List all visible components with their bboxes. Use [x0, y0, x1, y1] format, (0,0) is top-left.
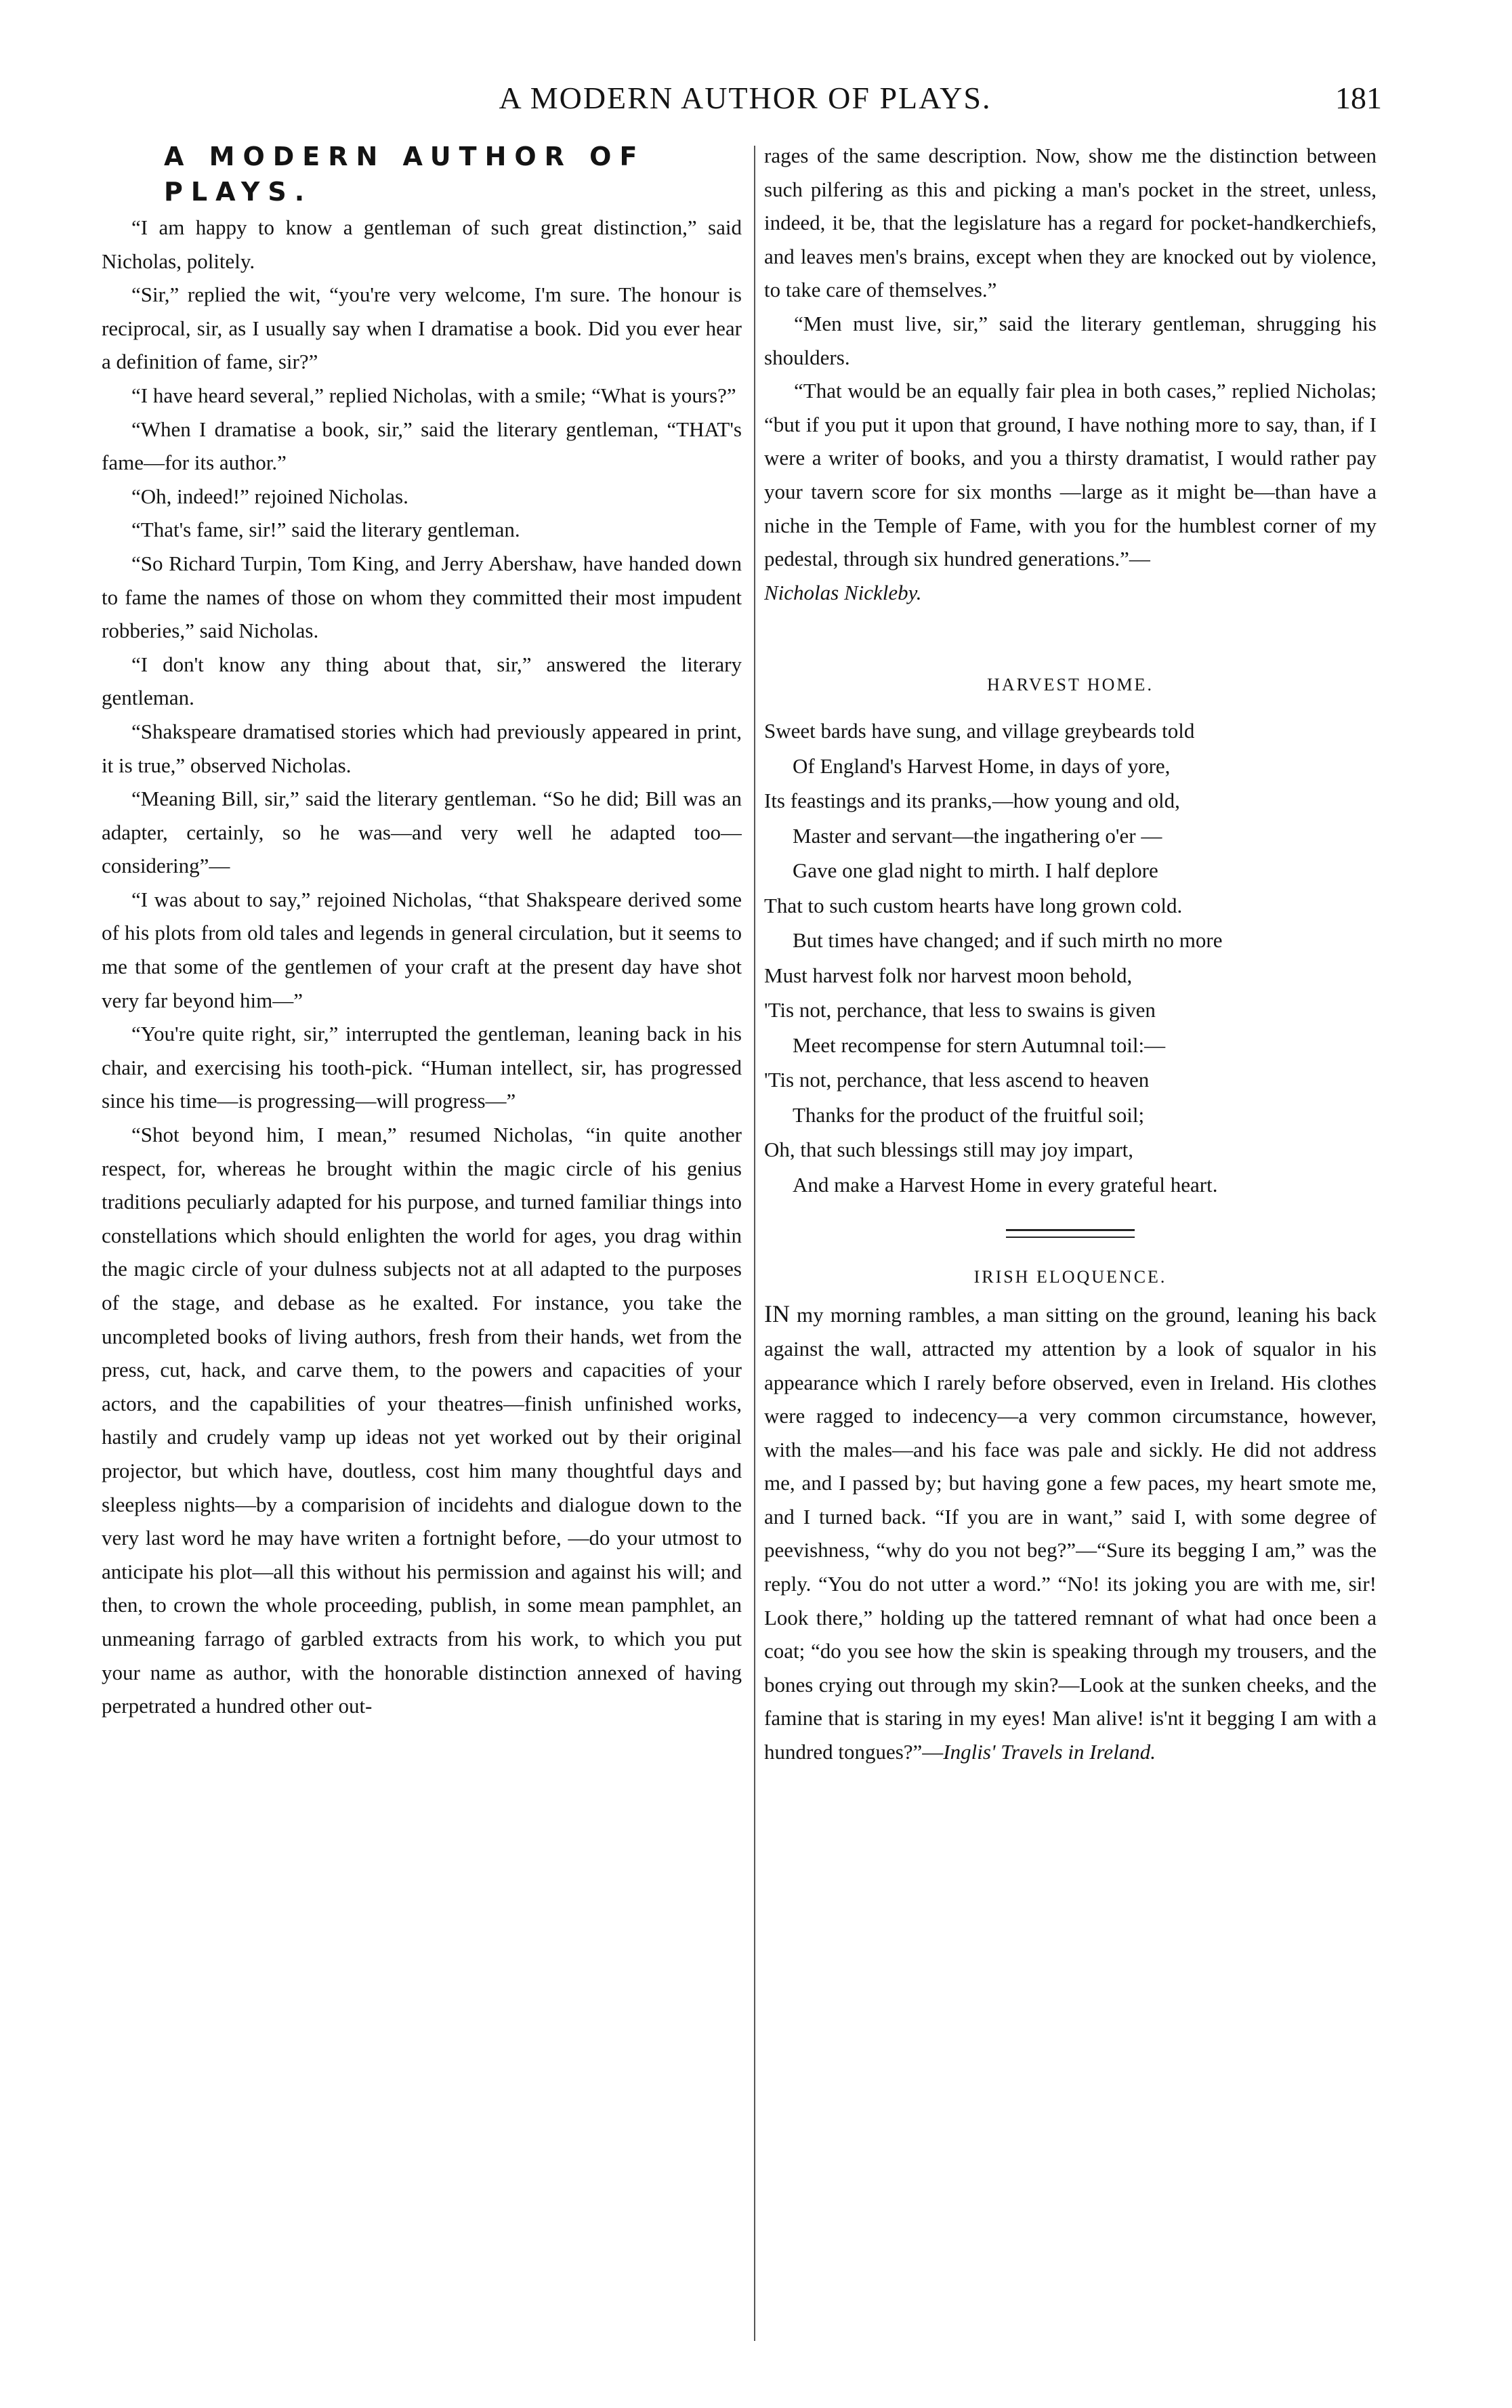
running-head [102, 73, 1389, 127]
paragraph: “Men must live, sir,” said the literary gentleman, shrugging his shoulders. [764, 311, 1377, 369]
source-citation: Nicholas Nickleby. [764, 580, 922, 604]
poem-line: Must harvest folk nor harvest moon behold, [764, 963, 1133, 987]
paragraph: “I was about to say,” rejoined Nicholas, “that Shakspeare derived some of his plots from old tales and legends in general circulation, but it seems to me that some of the gentlemen of your craft at the present day have shot very far beyond him—” [102, 887, 742, 1012]
paragraph: “Meaning Bill, sir,” said the literary gentleman. “So he did; Bill was an adapter, certainly, so he was—and very well he adapted too—considering”— [102, 787, 742, 878]
poem-line: Its feastings and its pranks,—how young and old, [764, 789, 1180, 813]
poem-heading: HARVEST HOME. [987, 675, 1154, 695]
paragraph-continued: rages of the same description. Now, show me the distinction between such pilfering as this and picking a man's pocket in the street, unless, indeed, it be, that the legislature has a regard for pocket-handkerchiefs, and leaves men's brains, except when they are knocked out by violence, to take care of themselves.” [764, 144, 1377, 302]
right-column [764, 139, 1377, 2375]
paragraph: “I am happy to know a gentleman of such great distinction,” said Nicholas, politely. [102, 215, 742, 273]
paragraph-text: my morning rambles, a man sitting on the ground, leaning his back against the wall, attracted my attention by a look of squalor in his appearance which I rarely before observed, even in Ireland. His clothes were ragged to indecency—a very common circumstance, however, with the males—and his face was pale and sickly. He did not address me, and I passed by; but having gone a few paces, my heart smote me, and I turned back. “If you are in want,” said I, with some degree of peevishness, “why do you not beg?”—“Sure its begging I am,” was the reply. “You do not utter a word.” “No! its joking you are with me, sir! Look there,” holding up the tattered remnant of what had once been a coat; “do you see how the skin is speaking through my trousers, and the bones crying out through my skin?—Look at the sunken cheeks, and the famine that is staring in my eyes! Man alive! is'nt it begging I am with a hundred tongues?”— [764, 1303, 1377, 1764]
running-title: A MODERN AUTHOR OF PLAYS. [499, 81, 992, 115]
poem-line: Of England's Harvest Home, in days of yore, [793, 753, 1171, 778]
paragraph: “I don't know any thing about that, sir,” answered the literary gentleman. [102, 652, 742, 710]
poem-line: Oh, that such blessings still may joy impart, [764, 1138, 1134, 1162]
paragraph: “Sir,” replied the wit, “you're very welcome, I'm sure. The honour is reciprocal, sir, as I usually say when I dramatise a book. Did you ever hear a definition of fame, sir?” [102, 283, 742, 374]
poem [764, 713, 1377, 1202]
paragraph: “I have heard several,” replied Nicholas, with a smile; “What is yours?” [131, 383, 736, 407]
paragraph: “That's fame, sir!” said the literary gentleman. [131, 518, 520, 542]
poem-line: Meet recompense for stern Autumnal toil:— [793, 1033, 1166, 1057]
page-number: 181 [1335, 81, 1382, 115]
source-citation: Inglis' Travels in Ireland. [943, 1740, 1156, 1764]
poem-line: Thanks for the product of the fruitful soil; [793, 1102, 1145, 1127]
paragraph: “You're quite right, sir,” interrupted the gentleman, leaning back in his chair, and exercising his tooth-pick. “Human intellect, sir, has progressed since his time—is progressing—will progress—” [102, 1022, 742, 1113]
initial-letters: IN [764, 1300, 790, 1328]
poem-line: Master and servant—the ingathering o'er — [793, 823, 1162, 848]
poem-line: Sweet bards have sung, and village greybeards told [764, 719, 1195, 743]
paragraph: “That would be an equally fair plea in both cases,” replied Nicholas; “but if you put it upon that ground, I have nothing more to say, than, if I were a writer of books, and you a thirsty dramatist, I would rather pay your tavern score for six months —large as it might be—than have a niche in the Temple of Fame, with you for the humblest corner of my pedestal, through six hundred generations.”— [764, 379, 1377, 571]
poem-line: And make a Harvest Home in every grateful heart. [793, 1172, 1218, 1197]
poem-line: 'Tis not, perchance, that less to swains is given [764, 998, 1156, 1022]
paragraph: “Shot beyond him, I mean,” resumed Nicholas, “in quite another respect, for, whereas he brought within the magic circle of his genius traditions peculiarly adapted for his purpose, and turned familiar things into constellations which should enlighten the world for ages, you drag within the magic circle of your dulness subjects not at all adapted to the purposes of the stage, and debase as he exalted. For instance, you take the uncompleted books of living authors, fresh from their hands, wet from the press, cut, hack, and carve them, to the powers and capacities of your actors, and the capabilities of your theatres—finish unfinished works, hastily and crudely vamp up ideas not yet worked out by their original projector, but which have, doutless, cost him many thoughtful days and sleepless nights—by a comparision of incidehts and dialogue down to the very last word he may have writen a fortnight before, —do your utmost to anticipate his plot—all this without his permission and against his will; and then, to crown the whole proceeding, publish, in some mean pamphlet, an unmeaning farrago of garbled extracts from his work, to which you put your name as author, with the honorable distinction annexed of having perpetrated a hundred other out- [102, 1123, 742, 1718]
article-heading: A MODERN AUTHOR OF PLAYS. [164, 142, 646, 207]
poem-line: But times have changed; and if such mirth no more [793, 928, 1223, 953]
column-divider [754, 146, 755, 2341]
poem-line: That to such custom hearts have long grown cold. [764, 893, 1183, 917]
left-column [102, 139, 742, 2344]
article-heading: IRISH ELOQUENCE. [973, 1267, 1167, 1287]
paragraph: “Oh, indeed!” rejoined Nicholas. [131, 484, 408, 508]
paragraph: “So Richard Turpin, Tom King, and Jerry Abershaw, have handed down to fame the names of those on whom they committed their most impudent robberies,” said Nicholas. [102, 551, 742, 643]
paragraph: “Shakspeare dramatised stories which had previously appeared in print, it is true,” observed Nicholas. [102, 719, 742, 777]
section-divider [1006, 1229, 1135, 1238]
poem-line: Gave one glad night to mirth. I half deplore [793, 858, 1158, 883]
poem-line: 'Tis not, perchance, that less ascend to heaven [764, 1068, 1150, 1092]
paragraph [764, 1298, 1377, 1768]
paragraph: “When I dramatise a book, sir,” said the literary gentleman, “THAT's fame—for its author.” [102, 417, 742, 475]
